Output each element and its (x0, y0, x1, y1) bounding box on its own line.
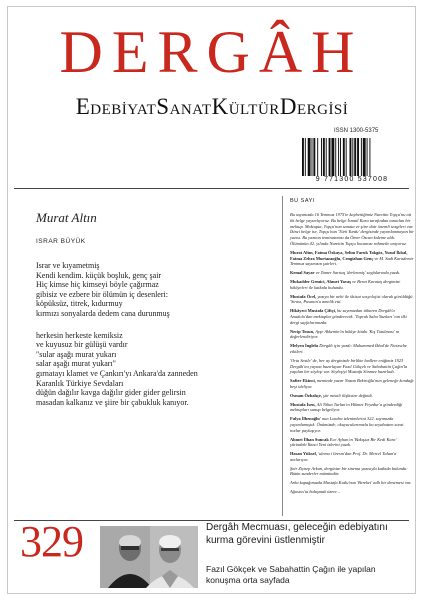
poem-line: Hiç kimse hiç kimseyi böyle çağırmaz (36, 280, 159, 290)
poem-line: "sular aşağı murat yukarı (36, 349, 117, 359)
contents-item (290, 329, 414, 341)
contents-author: Melyen İnglebı (290, 343, 319, 349)
contents-item (290, 451, 414, 463)
contents-item (290, 294, 414, 306)
contents-item (290, 358, 414, 375)
poem-line: köpüksüz, titrek, kıdurmuy (36, 299, 123, 309)
poem-author: Murat Altın (36, 210, 97, 225)
contents-author: Safter Ekinci, (290, 378, 316, 384)
contents-item (290, 480, 414, 486)
contents-text: Ece Ayhan'ın 'Bakışsız Bir Kedi Kara' şiirindeki İkinci Yeni izlerini yazdı. (290, 436, 397, 448)
poem-line: herkesin herkeste kemiksiz (36, 330, 123, 340)
contents-item (290, 378, 414, 390)
contents-author: Osman Özbahçe, (290, 392, 322, 398)
contents-text: 'ulemu i liresm'dan Prof. Dr. Mercel Tahan'a anılarıyor. (290, 451, 397, 462)
poem-line: Israr ve kıyametmiş (36, 261, 100, 270)
issue-contents (290, 198, 414, 498)
poem-line: ve kuyusuz bir gülüşü vardır (36, 340, 128, 350)
contents-heading: BU SAYI (290, 198, 315, 204)
poem-line: gırnatayı klamet ve Çankırı'yı Ankara'da zanneden (36, 368, 198, 378)
contents-item (290, 212, 414, 247)
contents-item (290, 437, 414, 449)
contents-text: Şair Ziynep Arkan, derginize bir sinema yazısıyla katkıda bulundu: Bütün sunderler mümündür. (290, 465, 408, 477)
masthead-title: DERGÂH (59, 19, 364, 85)
contents-author: Murat Altın, Fatma Özkaya, Selim Faruk Tokgöz, Yusuf İkbal, Fatma Zehra Murtazaoğlu, Cengizhan Genç (290, 249, 408, 261)
contents-author: Mustafa İsen, (290, 401, 316, 407)
column-divider (282, 196, 283, 516)
contents-text: ve M. Sadi Karademir Temmuz sayımızın şairleri. (290, 255, 414, 267)
poem-block (36, 210, 272, 419)
cover-photo (100, 526, 198, 588)
contents-text: meminde yazar Nazan Bekiroğlu'nun geleneğe kondağı beşi ideliyor. (290, 378, 414, 389)
contents-item (290, 489, 414, 495)
contents-item (290, 393, 414, 399)
contents-text: Ağustos'ta buluşmak üzere... (290, 489, 340, 495)
contents-item (290, 270, 414, 276)
contents-item (290, 279, 414, 291)
barcode-image (300, 138, 400, 176)
poem-stanza (36, 261, 272, 319)
contents-author: Fulya İlbenoğlu' (290, 416, 321, 422)
contents-text: Dergâh için yazdı: Muhammed İkbal'de Nietzsche etkileri. (290, 343, 408, 354)
contents-text: Arka kapağımızda Mustafa Kutlu'nun 'Bereket' adlı bir denemesi var. (290, 480, 412, 486)
contents-author: Mukadder Gemici, Ahmet Yavaş (290, 278, 351, 284)
poem-line: kırmızı sonyalarda dedem cana durunmuş (36, 308, 170, 318)
poem-line: salar aşağı murat yukarı" (36, 359, 116, 369)
poem-line: gibisiz ve ezbere bir ölümün iç desenleri: (36, 289, 168, 299)
top-divider (14, 188, 409, 189)
poem-line: düğün dağılır kavga dağılır gider gider gelirsin (36, 388, 186, 398)
contents-author: Necip Tosun, (290, 328, 315, 334)
contents-text: nun Londra izlenimlerini 322. sayımızda yayımlamıştık. Önümüzde, okuyucularımızla bu seyahatten sonsi notlar paylaşıyor. (290, 416, 404, 433)
cover-subheadline: Fazıl Gökçek ve Sabahattin Çağın ile yapılan konuşma orta sayfada (206, 564, 376, 585)
contents-text: yazıya bir nebi ile iktisat sosyolojisi olarak görüldüğü 'Sırası, Pusanın'a amelik etti. (290, 293, 413, 305)
contents-text: bu sayımızdan itibaren Dergâh'a Anadolu'dan mektuplar gönderecek. 'Toprak Saha Yazıları' nın ilki dergi sayfalarımızda. (290, 308, 407, 325)
poem-line: masadan kalkanız ve şiire bir çabukluk kanıyor. (36, 397, 189, 407)
contents-author: Hikâyeci Mustafa Çiftçi, (290, 308, 336, 314)
contents-text: 'Orta Sestle' de, her ay derginizde birlikte hedlere eniğimiz 1923 Dergâh'ını yayına hazırlayan Fazıl Gökçek ve Sabahattin Çağın'la yapılan bir söyleşi var. Söyleşiyi Mustafa Sönmez hazırladı. (290, 357, 408, 375)
contents-text: Bu sayımızda 16 Temmuz 1975'te kaybettiğimiz Nurettin Topçu'nu ait iki belge yayımlıyoruz. Bu belge İsmail Kara tarafından tanıtılan bir mektup. Mektupta, Topçu'nun sanata ve şiire dair önemli sezgileri var. İkinci belge ise, Topçu'nun 'Türk Yurdu' dergisinde yayımlanmayan bir yazısı. Bu yazının teminatımızı da Ömer Özcan kaleme aldı. Ölümünün 42. yılında Nurettin Topçu hocamızı rahmetle anıyoruz. (290, 212, 414, 246)
contents-text: şiir misali ilişkisine değindi. (323, 392, 373, 398)
barcode-number: 9 771300 537008 (315, 176, 389, 183)
contents-text: ve Tamer Sarıtaş 'derlenmiş' sayfalarında yazdı. (315, 270, 401, 276)
contents-item (290, 466, 414, 478)
contents-author: Kemal Sayar (290, 270, 315, 276)
issn-label: ISSN 1300-5375 (334, 128, 379, 134)
poem-line: Kendi kendim. küçük boşluk, genç şair (36, 270, 162, 280)
contents-list (290, 212, 414, 495)
contents-item (290, 250, 414, 267)
contents-author: Mustafa Öcel, (290, 293, 317, 299)
contents-author: Ahmet İlhan Suncak (290, 436, 329, 442)
contents-text: Ayşe Akkemin'in hikâye kitabı 'Kış Tutulması' nı değerlendiriyor. (290, 328, 400, 340)
contents-item (290, 308, 414, 325)
poem-stanza (36, 331, 272, 408)
masthead-subtitle: EDEBİYATSANATKÜLTÜRDERGİSİ (75, 94, 349, 119)
issue-number: 329 (20, 517, 83, 566)
contents-item (290, 416, 414, 433)
cover-headline: Dergâh Mecmuası, geleceğin edebiyatını kurma görevini üstlenmiştir (206, 522, 388, 546)
poem-stanzas (36, 261, 272, 407)
interview-photo-image (100, 526, 198, 588)
poem-title: ISRAR BÜYÜK (36, 238, 86, 245)
contents-text: Ali Nihat Tarlan'ın Hikmet Feyzdur'a gönderdiği mektupları sunup belgeliyor. (290, 401, 403, 413)
contents-text: ve Berat Karataş dergimize hikâyeleri ile katkıda bulundu. (290, 278, 401, 290)
contents-item (290, 402, 414, 414)
contents-author: Hasan Yüksel, (290, 451, 317, 457)
contents-item (290, 343, 414, 355)
poem-line: Karanlık Türkiye Sevdaları (36, 378, 124, 388)
